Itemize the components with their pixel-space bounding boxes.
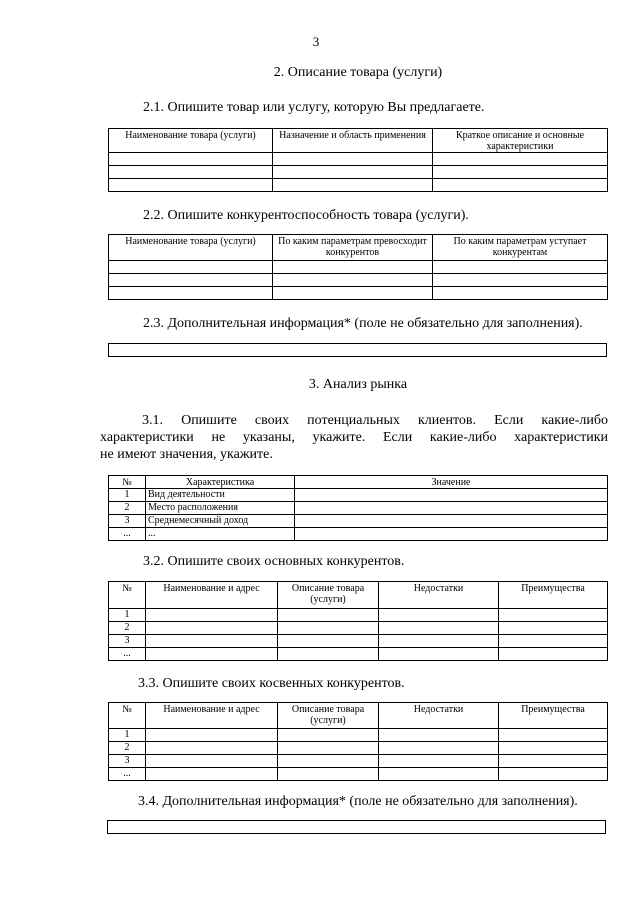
cell-input[interactable] <box>109 261 273 274</box>
cell-input[interactable] <box>273 287 433 300</box>
column-header: Преимущества <box>499 582 608 609</box>
table-row <box>109 166 608 179</box>
cell-input[interactable] <box>278 755 379 768</box>
cell-input[interactable] <box>379 609 499 622</box>
table-row <box>109 609 608 622</box>
cell-input[interactable] <box>146 729 278 742</box>
cell-input[interactable] <box>433 153 608 166</box>
cell-input[interactable] <box>278 609 379 622</box>
indirect-competitors-table <box>108 702 608 781</box>
cell-input[interactable] <box>379 648 499 661</box>
column-header: № <box>109 582 146 609</box>
cell-input[interactable] <box>146 609 278 622</box>
table-row <box>109 635 608 648</box>
column-header: № <box>109 703 146 729</box>
table-row <box>109 274 608 287</box>
table-row <box>109 729 608 742</box>
table-row <box>109 648 608 661</box>
value-input[interactable] <box>295 502 608 515</box>
column-header: Наименование товара (услуги) <box>109 235 273 261</box>
column-header: Описание товара (услуги) <box>278 582 379 609</box>
row-number: 3 <box>109 635 146 648</box>
table-row <box>109 502 608 515</box>
question-3-1 <box>100 412 608 463</box>
cell-input[interactable] <box>273 261 433 274</box>
characteristic: Вид деятельности <box>146 489 295 502</box>
cell-input[interactable] <box>499 648 608 661</box>
table-row <box>109 153 608 166</box>
question-3-1-line: не имеют значения, укажите. <box>100 447 273 462</box>
cell-input[interactable] <box>109 287 273 300</box>
page-number: 3 <box>312 34 320 49</box>
cell-input[interactable] <box>433 166 608 179</box>
competitiveness-table <box>108 234 608 300</box>
section-2-title: 2. Описание товара (услуги) <box>273 65 443 80</box>
question-3-2: 3.2. Опишите своих основных конкурентов. <box>143 554 405 569</box>
row-number: 1 <box>109 729 146 742</box>
cell-input[interactable] <box>433 261 608 274</box>
table-row <box>109 755 608 768</box>
table-row <box>109 287 608 300</box>
cell-input[interactable] <box>146 768 278 781</box>
cell-input[interactable] <box>278 768 379 781</box>
cell-input[interactable] <box>109 153 273 166</box>
additional-info-field-3-4[interactable] <box>107 820 606 834</box>
cell-input[interactable] <box>499 755 608 768</box>
row-number: 2 <box>109 502 146 515</box>
row-number: 1 <box>109 609 146 622</box>
row-number: 3 <box>109 515 146 528</box>
cell-input[interactable] <box>278 648 379 661</box>
cell-input[interactable] <box>499 635 608 648</box>
cell-input[interactable] <box>109 179 273 192</box>
value-input[interactable] <box>295 489 608 502</box>
row-number: 2 <box>109 622 146 635</box>
column-header: Краткое описание и основные характеристики <box>433 129 608 153</box>
table-row <box>109 622 608 635</box>
cell-input[interactable] <box>379 635 499 648</box>
table-row <box>109 528 608 541</box>
column-header: Характеристика <box>146 476 295 489</box>
column-header: Наименование и адрес <box>146 582 278 609</box>
cell-input[interactable] <box>499 622 608 635</box>
row-number: ... <box>109 528 146 541</box>
table-row <box>109 768 608 781</box>
question-2-3: 2.3. Дополнительная информация* (поле не обязательно для заполнения). <box>143 316 583 331</box>
table-row <box>109 179 608 192</box>
column-header: Недостатки <box>379 703 499 729</box>
characteristic: Место расположения <box>146 502 295 515</box>
cell-input[interactable] <box>146 635 278 648</box>
additional-info-field-2-3[interactable] <box>108 343 607 357</box>
cell-input[interactable] <box>433 179 608 192</box>
column-header: Преимущества <box>499 703 608 729</box>
cell-input[interactable] <box>146 742 278 755</box>
row-number: ... <box>109 648 146 661</box>
cell-input[interactable] <box>146 755 278 768</box>
row-number: 3 <box>109 755 146 768</box>
cell-input[interactable] <box>379 755 499 768</box>
table-row <box>109 742 608 755</box>
column-header: По каким параметрам превосходит конкурентов <box>273 235 433 261</box>
question-2-2: 2.2. Опишите конкурентоспособность товара (услуги). <box>143 208 469 223</box>
value-input[interactable] <box>295 528 608 541</box>
cell-input[interactable] <box>278 729 379 742</box>
question-3-1-line: характеристики не указаны, укажите. Если какие-либо характеристики <box>100 430 608 445</box>
question-3-1-line: 3.1. Опишите своих потенциальных клиентов. Если какие-либо <box>142 413 608 428</box>
cell-input[interactable] <box>499 609 608 622</box>
question-2-1: 2.1. Опишите товар или услугу, которую Вы предлагаете. <box>143 100 485 115</box>
column-header: № <box>109 476 146 489</box>
column-header: Значение <box>295 476 608 489</box>
column-header: По каким параметрам уступает конкурентам <box>433 235 608 261</box>
table-row <box>109 515 608 528</box>
question-3-3: 3.3. Опишите своих косвенных конкурентов. <box>138 676 405 691</box>
cell-input[interactable] <box>109 166 273 179</box>
cell-input[interactable] <box>499 768 608 781</box>
row-number: 1 <box>109 489 146 502</box>
main-competitors-table <box>108 581 608 661</box>
cell-input[interactable] <box>278 742 379 755</box>
cell-input[interactable] <box>146 648 278 661</box>
cell-input[interactable] <box>433 287 608 300</box>
characteristic: ... <box>146 528 295 541</box>
product-table <box>108 128 608 192</box>
clients-table <box>108 475 608 541</box>
cell-input[interactable] <box>109 274 273 287</box>
cell-input[interactable] <box>379 729 499 742</box>
cell-input[interactable] <box>499 742 608 755</box>
value-input[interactable] <box>295 515 608 528</box>
cell-input[interactable] <box>146 622 278 635</box>
cell-input[interactable] <box>278 622 379 635</box>
table-row <box>109 489 608 502</box>
row-number: 2 <box>109 742 146 755</box>
cell-input[interactable] <box>273 274 433 287</box>
column-header: Описание товара (услуги) <box>278 703 379 729</box>
cell-input[interactable] <box>278 635 379 648</box>
section-3-title: 3. Анализ рынка <box>308 377 408 392</box>
question-3-4: 3.4. Дополнительная информация* (поле не обязательно для заполнения). <box>138 794 578 809</box>
table-row <box>109 261 608 274</box>
cell-input[interactable] <box>499 729 608 742</box>
cell-input[interactable] <box>273 153 433 166</box>
cell-input[interactable] <box>379 742 499 755</box>
row-number: ... <box>109 768 146 781</box>
cell-input[interactable] <box>273 179 433 192</box>
column-header: Наименование и адрес <box>146 703 278 729</box>
column-header: Наименование товара (услуги) <box>109 129 273 153</box>
column-header: Недостатки <box>379 582 499 609</box>
column-header: Назначение и область применения <box>273 129 433 153</box>
cell-input[interactable] <box>379 622 499 635</box>
cell-input[interactable] <box>273 166 433 179</box>
characteristic: Среднемесячный доход <box>146 515 295 528</box>
cell-input[interactable] <box>379 768 499 781</box>
cell-input[interactable] <box>433 274 608 287</box>
